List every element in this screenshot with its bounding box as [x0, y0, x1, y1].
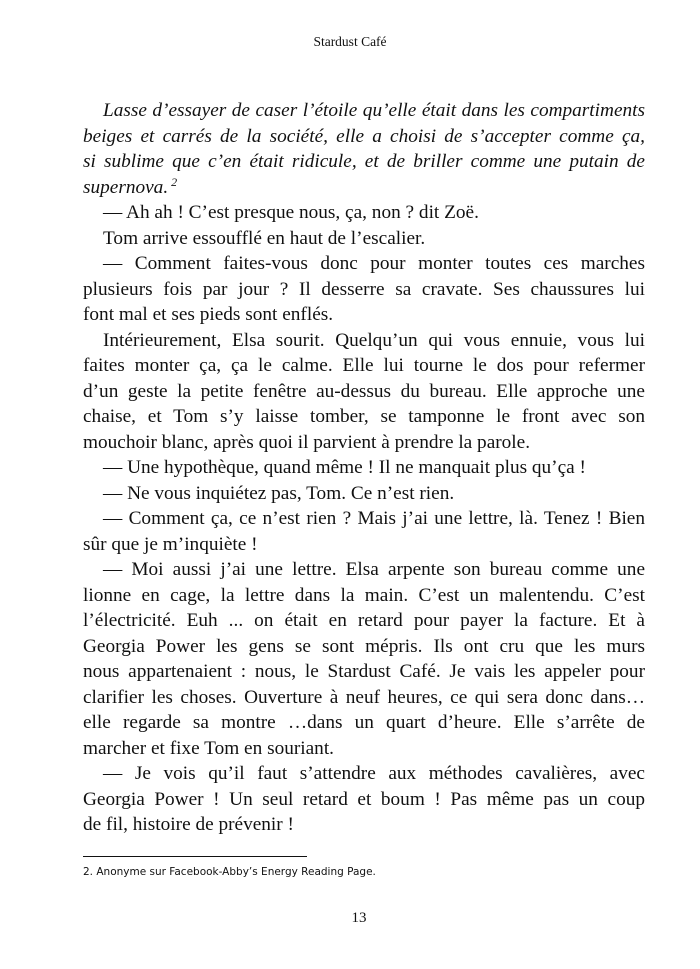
- text-line: [83, 608, 645, 634]
- text-line: [83, 251, 645, 277]
- text-line: [83, 98, 645, 124]
- text-line: [83, 430, 645, 456]
- text-line: [83, 506, 645, 532]
- text-line: [83, 455, 645, 481]
- line-text: Lasse d’essayer de caser l’étoile qu’elle était dans les compartiments: [103, 100, 645, 121]
- text-line: [83, 634, 645, 660]
- footnote-reference[interactable]: 2: [171, 174, 178, 189]
- line-text: — Une hypothèque, quand même ! Il ne manquait plus qu’ça !: [103, 457, 586, 478]
- line-text: marcher et fixe Tom en souriant.: [83, 737, 335, 759]
- text-line: [83, 200, 645, 226]
- text-line: [83, 226, 645, 252]
- line-text: chaise, et Tom s’y laisse tomber, se tamponne le front avec son: [83, 406, 645, 427]
- paragraph: [83, 251, 645, 328]
- text-line: [83, 379, 645, 405]
- footnote-divider: [83, 856, 307, 857]
- text-line: [83, 710, 645, 736]
- text-line: [83, 124, 645, 150]
- line-text: — Comment faites-vous donc pour monter toutes ces marches: [103, 253, 645, 274]
- line-text: beiges et carrés de la société, elle a choisi de s’accepter comme ça,: [83, 125, 645, 147]
- text-line: [83, 149, 645, 175]
- line-text: elle regarde sa montre …dans un quart d’heure. Elle s’arrête de: [83, 712, 645, 733]
- line-text: sûr que je m’inquiète !: [83, 533, 258, 555]
- text-line: [83, 532, 645, 558]
- line-text: — Comment ça, ce n’est rien ? Mais j’ai une lettre, là. Tenez ! Bien: [103, 508, 645, 529]
- text-line: [83, 175, 645, 201]
- text-line: [83, 302, 645, 328]
- text-line: [83, 404, 645, 430]
- paragraph: [83, 761, 645, 838]
- line-text: Georgia Power ! Un seul retard et boum ! Pas même pas un coup: [83, 788, 645, 810]
- text-line: [83, 812, 645, 838]
- line-text: mouchoir blanc, après quoi il parvient à prendre la parole.: [83, 431, 531, 453]
- body-text: [83, 98, 645, 838]
- page-number: 13: [351, 910, 367, 926]
- text-line: [83, 481, 645, 507]
- running-header: Stardust Café: [313, 34, 387, 49]
- paragraph: [83, 557, 645, 761]
- line-text: faites monter ça, ça le calme. Elle lui tourne le dos pour refermer: [83, 355, 645, 376]
- paragraph: [83, 226, 645, 252]
- line-text: l’électricité. Euh ... on était en retard pour payer la facture. Et à: [83, 610, 645, 631]
- line-text: Tom arrive essoufflé en haut de l’escalier.: [103, 227, 426, 249]
- text-line: [83, 659, 645, 685]
- text-line: [83, 557, 645, 583]
- line-text: lionne en cage, la lettre dans la main. C’est un malentendu. C’est: [83, 584, 645, 606]
- line-text: Intérieurement, Elsa sourit. Quelqu’un qui vous ennuie, vous lui: [103, 329, 645, 351]
- text-line: [83, 685, 645, 711]
- line-text: plusieurs fois par jour ? Il desserre sa cravate. Ses chaussures lui: [83, 278, 645, 300]
- text-line: [83, 761, 645, 787]
- text-line: [83, 787, 645, 813]
- text-line: [83, 583, 645, 609]
- line-text: — Moi aussi j’ai une lettre. Elsa arpente son bureau comme une: [103, 559, 645, 580]
- line-text: font mal et ses pieds sont enflés.: [83, 304, 334, 325]
- paragraph: [83, 455, 645, 481]
- line-text: nous appartenaient : nous, le Stardust Café. Je vais les appeler pour: [83, 661, 645, 682]
- text-line: [83, 353, 645, 379]
- line-text: — Je vois qu’il faut s’attendre aux méthodes cavalières, avec: [103, 763, 645, 784]
- line-text: — Ah ah ! C’est presque nous, ça, non ? dit Zoë.: [103, 202, 479, 223]
- line-text: d’un geste la petite fenêtre au-dessus du bureau. Elle approche une: [83, 380, 645, 402]
- text-line: [83, 736, 645, 762]
- paragraph: [83, 506, 645, 557]
- text-line: [83, 328, 645, 354]
- footnote: 2. Anonyme sur Facebook-Abby’s Energy Reading Page.: [83, 866, 376, 878]
- paragraph: [83, 328, 645, 456]
- paragraph: [83, 200, 645, 226]
- paragraph: [83, 481, 645, 507]
- paragraph: [83, 98, 645, 200]
- line-text: supernova.: [83, 176, 169, 198]
- text-line: [83, 277, 645, 303]
- line-text: si sublime que c’en était ridicule, et de briller comme une putain de: [83, 151, 645, 172]
- line-text: Georgia Power les gens se sont mépris. Ils ont cru que les murs: [83, 635, 645, 657]
- line-text: de fil, histoire de prévenir !: [83, 814, 294, 835]
- line-text: clarifier les choses. Ouverture à neuf heures, ce qui sera donc dans…: [83, 686, 645, 708]
- line-text: — Ne vous inquiétez pas, Tom. Ce n’est rien.: [103, 482, 455, 504]
